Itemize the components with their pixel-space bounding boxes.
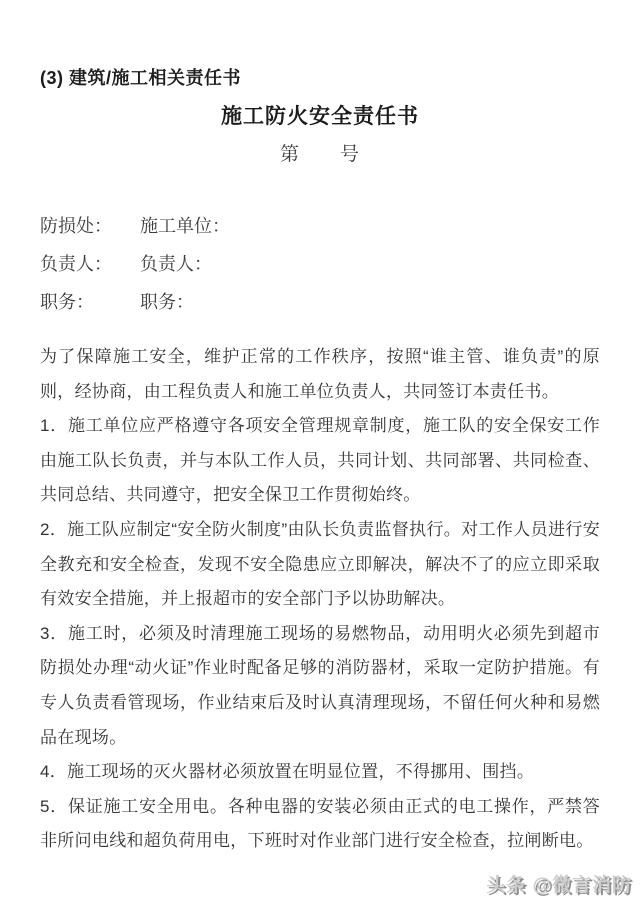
field-construction-unit: 施工单位：	[140, 216, 230, 236]
paragraph-item-1: 1．施工单位应严格遵守各项安全管理规章制度，施工队的安全保安工作由施工队长负责，并与本队工作人员，共同计划、共同部署、共同检查、共同总结、共同遵守，把安全保卫工作贯彻始终。	[40, 416, 600, 505]
document-number-line: 第 号	[279, 144, 360, 165]
parties-fields	[40, 207, 600, 321]
document-body	[40, 340, 600, 859]
field-row-position	[40, 283, 600, 321]
watermark-toutiao-weiyan-xiaofang: 头条 @微言消防	[486, 875, 632, 896]
document-title: 施工防火安全责任书	[221, 105, 419, 128]
paragraph-item-3: 3．施工时，必须及时清理施工现场的易燃物品，动用明火必须先到超市防损处办理“动火证”作业时配备足够的消防器材，采取一定防护措施。有专人负责看管现场，作业结束后及时认真清理现场，不留任何火种和易燃品在现场。	[40, 623, 600, 747]
paragraph-item-2: 2．施工队应制定“安全防火制度”由队长负责监督执行。对工作人员进行安全教充和安全检查，发现不安全隐患应立即解决，解决不了的应立即采取有效安全措施，并上报超市的安全部门予以协助解决。	[40, 519, 600, 609]
field-row-person-in-charge	[40, 245, 600, 283]
field-position-left: 职务：	[40, 292, 94, 312]
field-position-right: 职务：	[140, 292, 194, 312]
section-heading: (3) 建筑/施工相关责任书	[40, 68, 242, 88]
field-loss-prevention-dept: 防损处：	[40, 216, 112, 236]
paragraph-item-5: 5．保证施工安全用电。各种电器的安装必须由正式的电工操作，严禁答非所问电线和超负荷用电，下班时对作业部门进行安全检查，拉闸断电。	[40, 796, 600, 851]
paragraph-intro: 为了保障施工安全，维护正常的工作秩序，按照“谁主管、谁负责”的原则，经协商，由工程负责人和施工单位负责人，共同签订本责任书。	[40, 347, 600, 401]
field-person-in-charge-right: 负责人：	[140, 254, 212, 274]
field-row-unit	[40, 207, 600, 245]
paragraph-item-4: 4．施工现场的灭火器材必须放置在明显位置，不得挪用、围挡。	[40, 762, 535, 782]
field-person-in-charge-left: 负责人：	[40, 254, 112, 274]
